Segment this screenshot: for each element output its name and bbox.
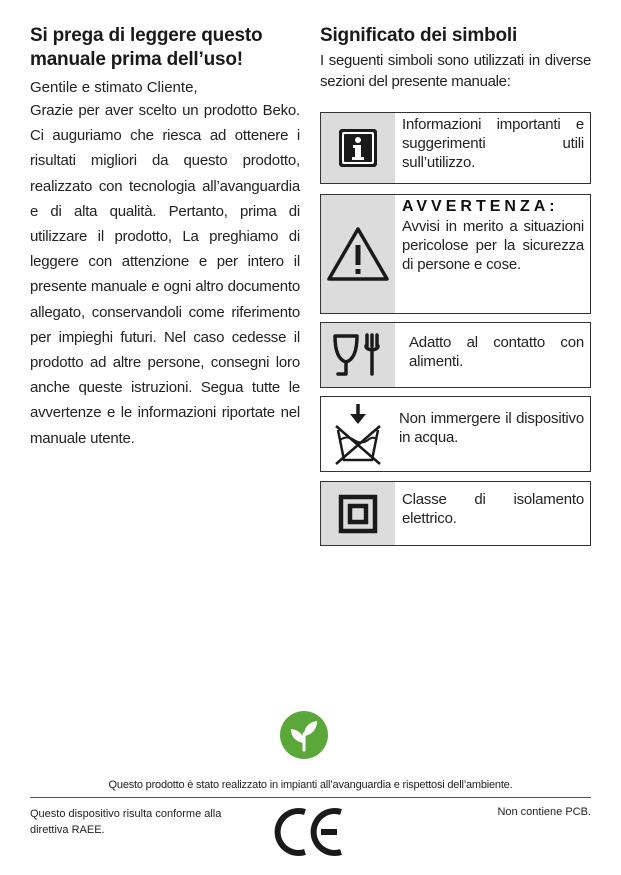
symbol-text-food: Adatto al contatto con alimenti. <box>409 334 584 370</box>
do-not-immerse-icon <box>321 397 395 471</box>
symbol-text-info: Informazioni importanti e suggerimenti utili sull’utilizzo. <box>402 116 584 171</box>
symbol-text-immerse: Non immergere il dispositivo in acqua. <box>399 410 584 446</box>
symbol-box-food <box>320 322 591 388</box>
page-title-line1: Si prega di leggere questo <box>30 25 263 46</box>
intro-column <box>30 24 300 451</box>
symbol-box-insulation <box>320 481 591 546</box>
warning-triangle-icon <box>321 195 395 313</box>
symbol-box-info <box>320 112 591 184</box>
greeting-text: Gentile e stimato Cliente, <box>30 79 198 96</box>
raee-statement: Questo dispositivo risulta conforme alla direttiva RAEE. <box>30 808 222 836</box>
intro-paragraph: Grazie per aver scelto un prodotto Beko. Ci auguriamo che riesca ad ottenere i risultati migliori da questo prodotto, realizzato con tecnologia all’avanguardia e di alta qualità. Pertanto, prima di utilizzare il prodotto, La preghiamo di leggere con attenzione e per intero il presente manuale e ogni altro documento allegato, conservandoli come riferimento per impieghi futuri. Nel caso cedesse il prodotto ad altre persone, consegni loro anche queste istruzioni. Segua tutte le avvertenze e le informazioni riportate nel manuale utente. <box>30 102 300 447</box>
page-title <box>30 24 300 72</box>
symbol-text-insulation: Classe di isolamento elettrico. <box>402 491 584 527</box>
symbol-text-warning <box>395 195 590 313</box>
food-contact-icon <box>321 323 395 387</box>
pcb-statement: Non contiene PCB. <box>497 806 591 818</box>
symbol-box-warning <box>320 194 591 314</box>
symbols-column <box>320 24 591 92</box>
symbols-intro: I seguenti simboli sono utilizzati in diverse sezioni del presente manuale: <box>320 52 591 90</box>
double-insulation-icon <box>321 482 395 545</box>
footer-divider <box>30 797 591 798</box>
warning-title: AVVERTENZA: <box>402 198 559 215</box>
warning-description: Avvisi in merito a situazioni pericolose per la sicurezza di persone e cose. <box>402 218 584 273</box>
symbol-box-immerse <box>320 396 591 472</box>
page-title-line2: manuale prima dell’uso! <box>30 49 243 70</box>
info-icon <box>321 113 395 183</box>
eco-leaf-icon <box>279 710 329 760</box>
eco-statement: Questo prodotto è stato realizzato in impianti all’avanguardia e rispettosi dell’ambiente. <box>108 779 513 791</box>
symbols-title: Significato dei simboli <box>320 25 518 46</box>
ce-mark-icon <box>273 806 345 858</box>
